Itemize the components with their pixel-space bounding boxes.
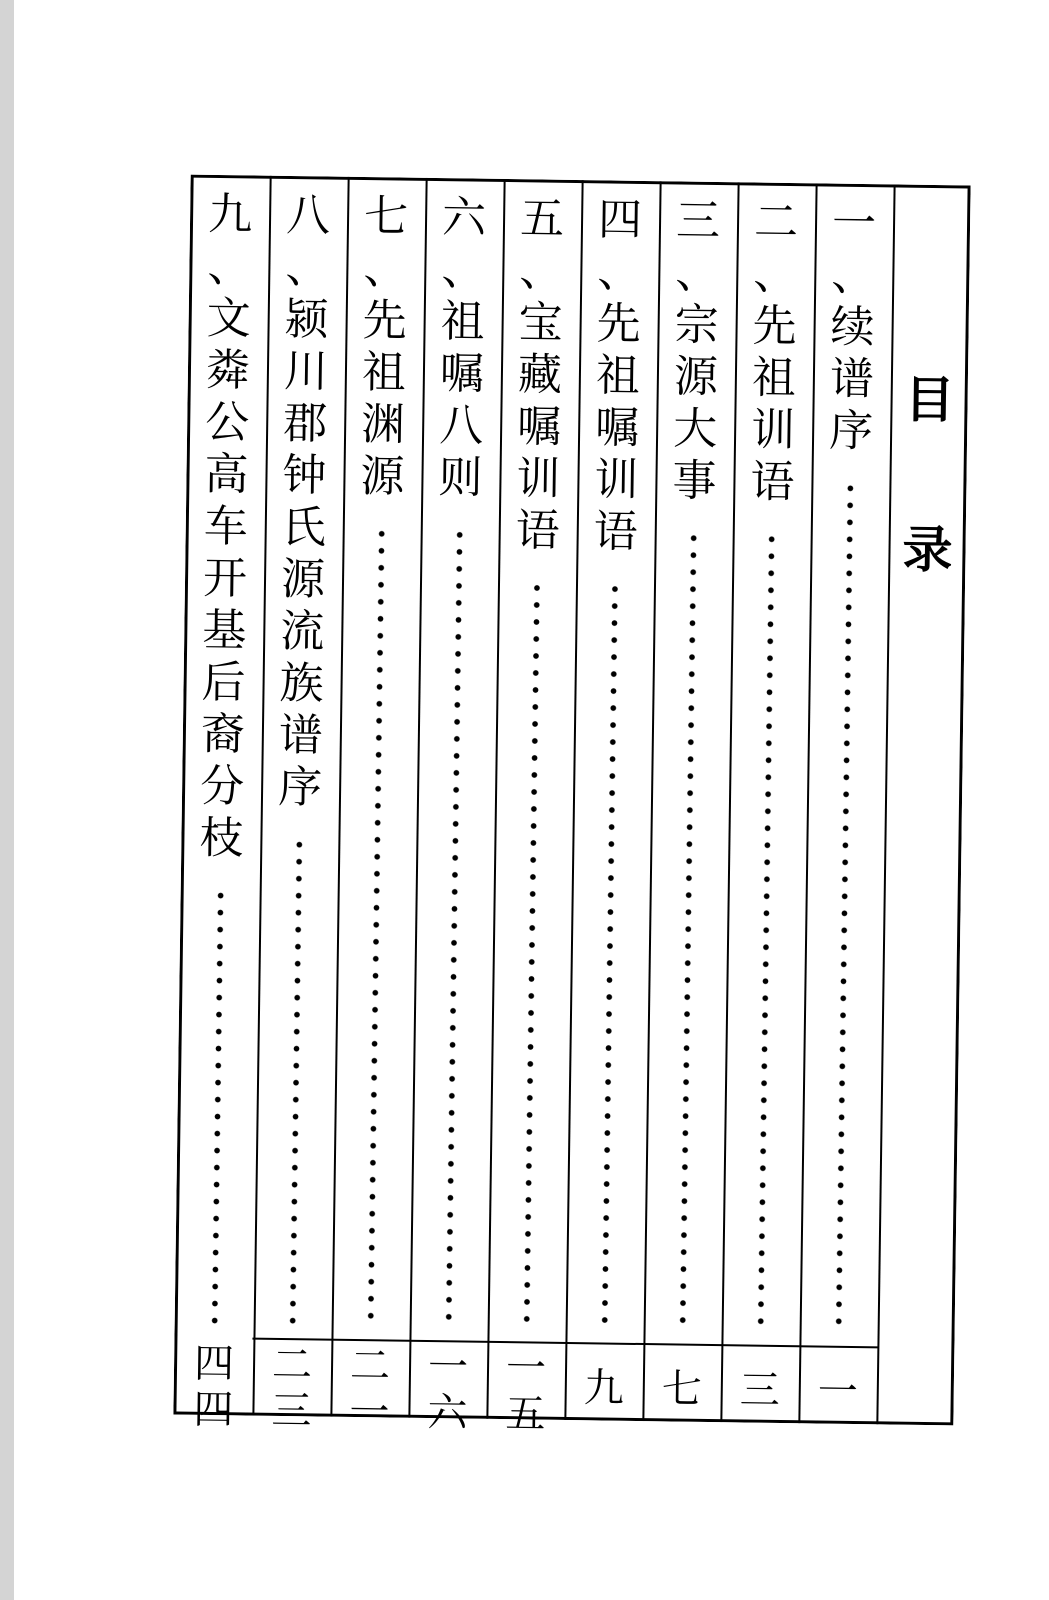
toc-dot-leader (758, 531, 775, 1333)
toc-entry-title: 五 、 宝 藏 嘱 训 语 (515, 193, 565, 557)
toc-page-number: 一 六 (427, 1344, 469, 1437)
toc-page-number: 四 四 (193, 1340, 235, 1434)
toc-page-number: 一 (817, 1368, 859, 1416)
toc-dot-leader (602, 581, 618, 1331)
toc-dot-leader (524, 579, 540, 1329)
toc-page-number: 三 (739, 1367, 781, 1414)
toc-title-char-2: 录 (902, 520, 953, 580)
toc-entry-title: 七 、 先 祖 渊 源 (360, 191, 409, 503)
toc-dot-leader (680, 530, 697, 1332)
toc-dot-leader (290, 836, 303, 1326)
toc-dot-leader (836, 480, 854, 1334)
toc-entry-title: 三 、 宗 源 大 事 (672, 195, 721, 507)
toc-entry-title: 四 、 先 祖 嘱 训 语 (593, 194, 643, 558)
toc-dot-leader (368, 525, 385, 1327)
toc-page-number: 七 (661, 1366, 703, 1413)
page-shadow-edge (0, 0, 14, 1600)
toc-entry-title: 一 、 续 谱 序 (828, 197, 877, 458)
toc-dot-leader (212, 887, 224, 1325)
toc-entry-title: 九 、 文 粦 公 高 车 开 基 后 裔 分 枝 (199, 188, 253, 865)
toc-page-number: 九 (583, 1365, 625, 1412)
toc-frame (173, 175, 970, 1438)
toc-entry-title: 八 、 颍 川 郡 钟 氏 源 流 族 谱 序 (277, 189, 331, 814)
toc-page-number: 二 一 (349, 1342, 391, 1436)
toc-entry-title: 二 、 先 祖 训 语 (750, 196, 799, 509)
toc-page-number: 二 三 (271, 1341, 313, 1435)
toc-page-number: 一 五 (505, 1345, 547, 1438)
toc-entry-title: 六 、 祖 嘱 八 则 (438, 192, 487, 504)
toc-dot-leader (446, 526, 463, 1328)
toc-title-char-1: 目 (904, 370, 956, 430)
toc-title-column (877, 184, 970, 1425)
